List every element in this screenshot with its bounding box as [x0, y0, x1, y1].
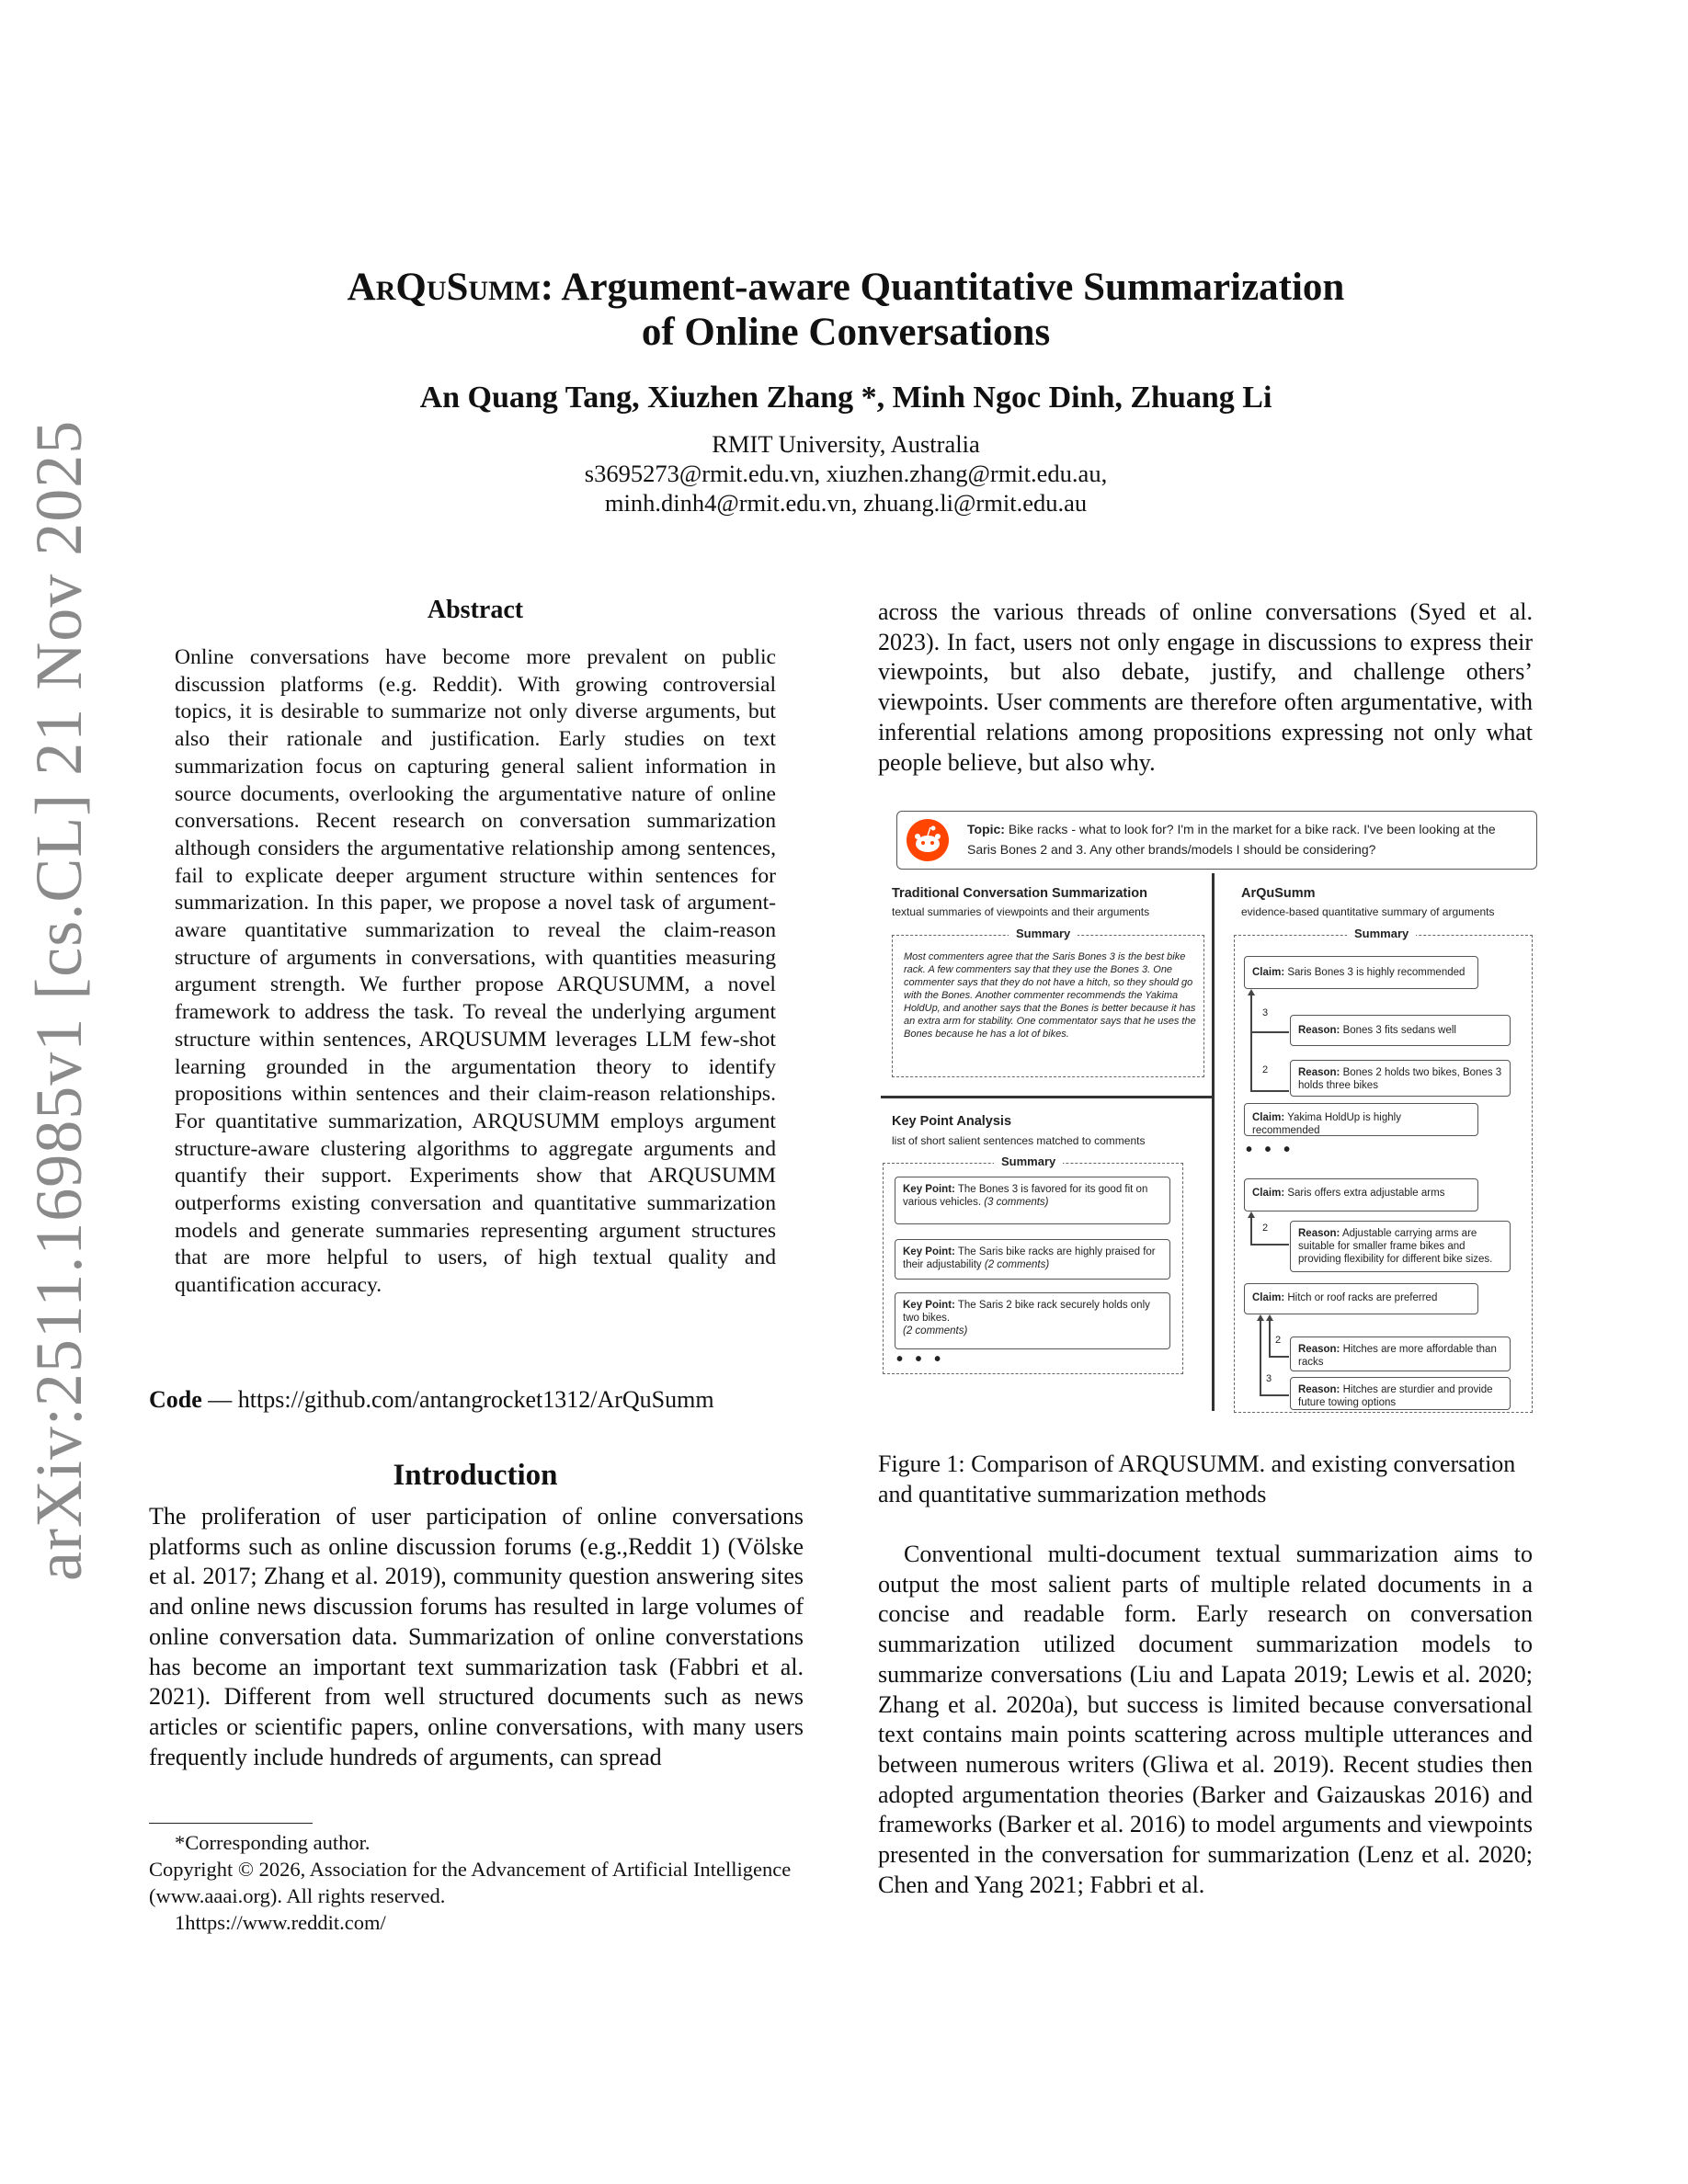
affiliation-emails-2: minh.dinh4@rmit.edu.vn, zhuang.li@rmit.edu.au: [604, 489, 1088, 517]
key-point-text: The Saris bike racks are highly praised for their adjustability: [903, 1246, 1156, 1270]
reason-label: Reason:: [1298, 1344, 1340, 1355]
key-point-card: [895, 1292, 1170, 1349]
topic-body: Bike racks - what to look for? I'm in the market for a bike rack. I've been looking at the Saris Bones 2 and 3. Any other brands/models I should be considering?: [967, 822, 1496, 857]
traditional-summary-label: Summary: [1009, 927, 1078, 940]
connector-line: [1250, 1031, 1289, 1033]
claim-label: Claim:: [1252, 1188, 1285, 1199]
kpa-summary-box: [883, 1155, 1183, 1374]
figure-horizontal-divider: [881, 1096, 1212, 1098]
figure-vertical-divider: [1212, 873, 1215, 1411]
kpa-more-dots: • • •: [896, 1349, 945, 1370]
claim-label: Claim:: [1252, 1112, 1285, 1123]
key-point-count: (3 comments): [984, 1197, 1049, 1208]
connector-line: [1260, 1394, 1289, 1396]
key-point-text: The Saris 2 bike rack securely holds only two bikes.: [903, 1300, 1150, 1324]
arqusumm-summary-box: [1234, 927, 1533, 1413]
reason-label: Reason:: [1298, 1067, 1340, 1078]
footnote-copyright: Copyright © 2026, Association for the Advancement of Artificial Intelligence (www.aaai.org). All rights reserved.: [149, 1858, 792, 1907]
claim-text: Yakima HoldUp is highly recommended: [1252, 1112, 1401, 1136]
reason-card: [1290, 1060, 1511, 1097]
reason-count: 2: [1262, 1064, 1269, 1075]
reason-text: Bones 2 holds two bikes, Bones 3 holds three bikes: [1298, 1067, 1502, 1091]
affiliation-line1: RMIT University, Australia: [712, 430, 980, 458]
code-line: [149, 1386, 811, 1414]
introduction-para1-continued: across the various threads of online conversations (Syed et al. 2023). In fact, users not only engage in discussions to express their viewpoints, but also debate, justify, and challenge others’ viewpoints. User comments are therefore often argumentative, with inferential relations among propositions expressing not only what people believe, but also why.: [878, 598, 1533, 776]
topic-label: Topic:: [967, 822, 1005, 836]
abstract-heading: Abstract: [427, 596, 524, 624]
paper-title-name: ArQuSumm: [347, 266, 541, 309]
arqusumm-summary-label: Summary: [1347, 927, 1416, 940]
arxiv-side-stamp: arXiv:2511.16985v1 [cs.CL] 21 Nov 2025: [22, 419, 96, 1581]
paper-title: [221, 265, 1471, 355]
affiliation-emails-1: s3695273@rmit.edu.vn, xiuzhen.zhang@rmit.edu.au,: [584, 460, 1108, 487]
traditional-subtitle: textual summaries of viewpoints and their arguments: [892, 905, 1150, 918]
traditional-summary-text: Most commenters agree that the Saris Bones 3 is the best bike rack. A few commenters say that they use the Bones 3. One commenter says that they do not have a hitch, so they should go with the Bones. Another commenter recommends the Yakima HoldUp, and another says that the Bones is better because it has an extra arm for stability. One commentator says that he uses the Bones because he has a lot of bikes.: [904, 951, 1196, 1040]
key-point-text: The Bones 3 is favored for its good fit on various vehicles.: [903, 1184, 1148, 1208]
claim-label: Claim:: [1252, 967, 1285, 978]
claim-card: [1244, 1283, 1478, 1314]
key-point-card: [895, 1177, 1170, 1224]
topic-text: [967, 819, 1528, 859]
key-point-label: Key Point:: [903, 1246, 955, 1257]
claim-card: [1244, 1103, 1478, 1136]
paper-title-line2: of Online Conversations: [641, 311, 1051, 354]
introduction-para2: Conventional multi-document textual summarization aims to output the most salient parts of multiple related documents in a concise and readable form. Early research on conversation summarization utilized document summarization models to summarize conversations (Liu and Lapata 2019; Lewis et al. 2020; Zhang et al. 2020a), but success is limited because conversational text contains main points scattering across multiple utterances and between numerous writers (Gliwa et al. 2019). Recent studies then adopted argumentation theories (Barker and Gaizauskas 2016) and frameworks (Barker et al. 2016) to model arguments and viewpoints presented in the conversation for summarization (Lenz et al. 2020; Chen and Yang 2021; Fabbri et al.: [878, 1541, 1533, 1898]
reason-text: Bones 3 fits sedans well: [1342, 1025, 1456, 1036]
code-sep: —: [201, 1386, 238, 1413]
claim-card: [1244, 1178, 1478, 1211]
key-point-label: Key Point:: [903, 1184, 955, 1195]
reason-card: [1290, 1221, 1511, 1272]
reason-text: Hitches are more affordable than racks: [1298, 1344, 1497, 1368]
reason-card: [1290, 1015, 1511, 1046]
reason-label: Reason:: [1298, 1228, 1340, 1239]
reason-label: Reason:: [1298, 1384, 1340, 1395]
topic-box: [896, 811, 1537, 870]
connector-line: [1250, 1217, 1252, 1245]
arqusumm-subtitle: evidence-based quantitative summary of arguments: [1241, 905, 1495, 918]
kpa-subtitle: list of short salient sentences matched to comments: [892, 1134, 1146, 1147]
connector-line: [1260, 1320, 1261, 1395]
authors: An Quang Tang, Xiuzhen Zhang *, Minh Ngoc Dinh, Zhuang Li: [419, 381, 1272, 415]
connector-line: [1250, 995, 1252, 1092]
key-point-count: (2 comments): [903, 1325, 968, 1337]
key-point-count: (2 comments): [984, 1259, 1050, 1270]
introduction-para1: The proliferation of user participation of online conversations platforms such as online discussion forums (e.g.,Reddit 1) (Völske et al. 2017; Zhang et al. 2019), community question answering sites and online news discussion forums has resulted in large volumes of online conversation data. Summarization of online converstations has become an important text summarization task (Fabbri et al. 2021). Different from well structured documents such as news articles or scientific papers, online conversations, with many users frequently include hundreds of arguments, can spread: [149, 1503, 804, 1770]
claim-text: Hitch or roof racks are preferred: [1287, 1292, 1438, 1303]
code-url-link[interactable]: https://github.com/antangrocket1312/ArQuSumm: [237, 1386, 714, 1413]
reason-count: 3: [1266, 1373, 1272, 1384]
reason-text: Hitches are sturdier and provide future towing options: [1298, 1384, 1493, 1408]
figure-caption: Figure 1: Comparison of ARQUSUMM. and existing conversation and quantitative summarization methods: [878, 1450, 1516, 1507]
claim-label: Claim:: [1252, 1292, 1285, 1303]
kpa-summary-label: Summary: [994, 1155, 1063, 1168]
reason-count: 2: [1262, 1223, 1269, 1234]
abstract-text: Online conversations have become more prevalent on public discussion platforms (e.g. Reddit). With growing controversial topics, it is desirable to summarize not only diverse arguments, but also their rationale and justification. Early studies on text summarization focus on capturing general salient information in source documents, overlooking the argumentative nature of online conversations. Recent research on conversation summarization although considers the argumentative relationship among sentences, fail to explicate deeper argument structure within sentences for summarization. In this paper, we propose a novel task of argument-aware quantitative summarization to reveal the claim-reason structure of arguments in conversations, with quantities measuring argument strength. We further propose ARQUSUMM, a novel framework to address the task. To reveal the underlying argument structure within sentences, ARQUSUMM leverages LLM few-shot learning grounded in the argumentation theory to identify propositions within sentences and their claim-reason relationships. For quantitative summarization, ARQUSUMM employs argument structure-aware clustering algorithms to aggregate arguments and quantify their support. Experiments show that ARQUSUMM outperforms existing conversation and quantitative summarization models and generate summaries representing argument structures that are more helpful to users, of high textual quality and quantification accuracy.: [175, 645, 776, 1298]
reason-text: Adjustable carrying arms are suitable for smaller frame bikes and providing flexibility for different bike sizes.: [1298, 1228, 1493, 1265]
traditional-title: Traditional Conversation Summarization: [892, 886, 1147, 901]
introduction-heading: Introduction: [393, 1459, 558, 1492]
arqusumm-more-dots: • • •: [1246, 1140, 1295, 1160]
key-point-card: [895, 1239, 1170, 1280]
code-label: Code: [149, 1386, 202, 1413]
reason-card: [1290, 1337, 1511, 1371]
connector-line: [1250, 1090, 1289, 1092]
claim-text: Saris offers extra adjustable arms: [1287, 1188, 1445, 1199]
paper-title-rest: : Argument-aware Quantitative Summarization: [540, 266, 1345, 309]
connector-line: [1269, 1356, 1289, 1358]
reason-count: 3: [1262, 1007, 1269, 1018]
footnote-rule: [149, 1823, 313, 1824]
reason-count: 2: [1275, 1335, 1282, 1346]
kpa-title: Key Point Analysis: [892, 1114, 1012, 1129]
traditional-summary-box: [892, 927, 1204, 1077]
affiliation: [221, 429, 1471, 518]
reddit-icon: [907, 819, 949, 861]
claim-card: [1244, 956, 1478, 989]
reason-label: Reason:: [1298, 1025, 1340, 1036]
connector-line: [1250, 1244, 1289, 1246]
connector-line: [1269, 1320, 1271, 1357]
claim-text: Saris Bones 3 is highly recommended: [1287, 967, 1466, 978]
footnotes: [149, 1829, 804, 1936]
reason-card: [1290, 1377, 1511, 1410]
footnote-reddit-url[interactable]: 1https://www.reddit.com/: [175, 1911, 386, 1934]
key-point-label: Key Point:: [903, 1300, 955, 1311]
footnote-corresponding: *Corresponding author.: [175, 1831, 371, 1854]
figure-1: [873, 802, 1540, 1422]
arqusumm-title: ArQuSumm: [1241, 886, 1316, 901]
